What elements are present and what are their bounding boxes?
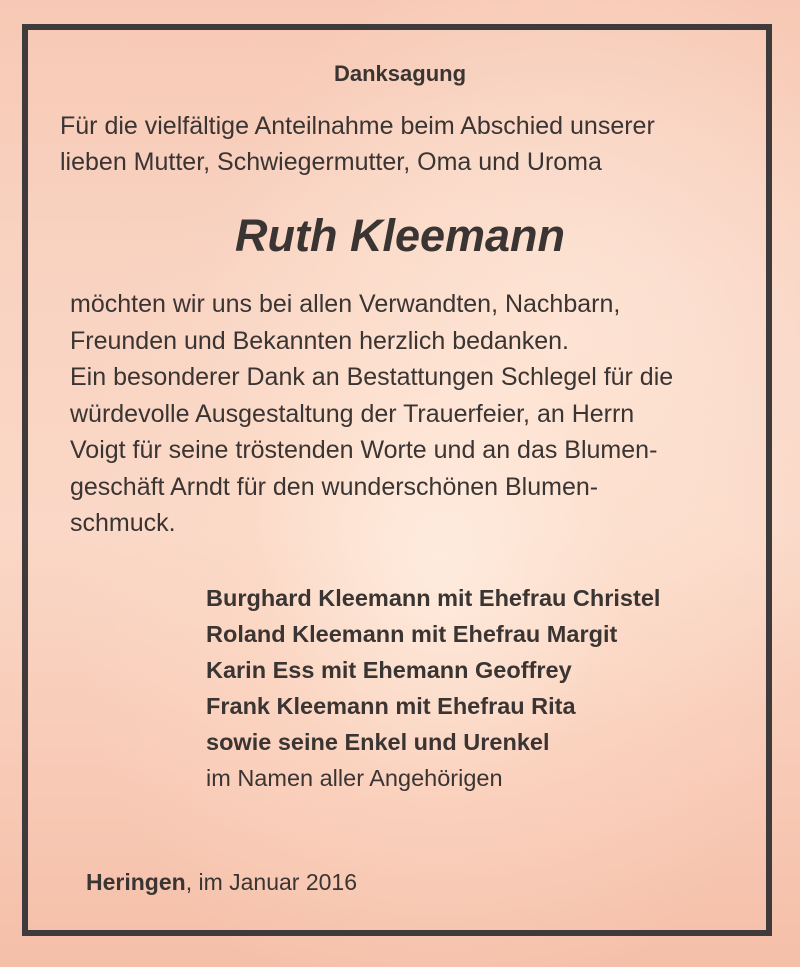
body-line: schmuck. xyxy=(70,509,176,537)
body-line: würdevolle Ausgestaltung der Trauerfeier, an Herrn xyxy=(70,399,635,428)
body-line: Voigt für seine tröstenden Worte und an das Blumen- xyxy=(70,436,658,464)
signature-line: Frank Kleemann mit Ehefrau Rita xyxy=(206,693,576,719)
thanks-paragraph xyxy=(70,286,760,542)
intro-paragraph xyxy=(60,108,750,180)
signature-line: Roland Kleemann mit Ehefrau Margit xyxy=(206,621,618,647)
intro-line: Für die vielfältige Anteilnahme beim Abschied unserer xyxy=(60,112,655,140)
place-name: Heringen xyxy=(86,869,186,895)
place-and-date xyxy=(86,866,357,898)
date-text: , im Januar 2016 xyxy=(185,869,358,895)
notice-heading: Danksagung xyxy=(333,61,467,86)
signatures-block xyxy=(206,580,766,796)
signature-line: Karin Ess mit Ehemann Geoffrey xyxy=(206,657,572,683)
body-line: Ein besonderer Dank an Bestattungen Schlegel für die xyxy=(70,363,674,391)
signature-line: sowie seine Enkel und Urenkel xyxy=(206,729,550,755)
deceased-name: Ruth Kleemann xyxy=(234,210,566,261)
body-line: Freunden und Bekannten herzlich bedanken. xyxy=(70,326,569,355)
body-line: geschäft Arndt für den wunderschönen Blumen- xyxy=(70,472,599,501)
signature-line: Burghard Kleemann mit Ehefrau Christel xyxy=(206,585,661,611)
intro-line: lieben Mutter, Schwiegermutter, Oma und Uroma xyxy=(60,148,602,176)
body-line: möchten wir uns bei allen Verwandten, Nachbarn, xyxy=(70,290,621,318)
signatures-footer: im Namen aller Angehörigen xyxy=(206,765,503,791)
